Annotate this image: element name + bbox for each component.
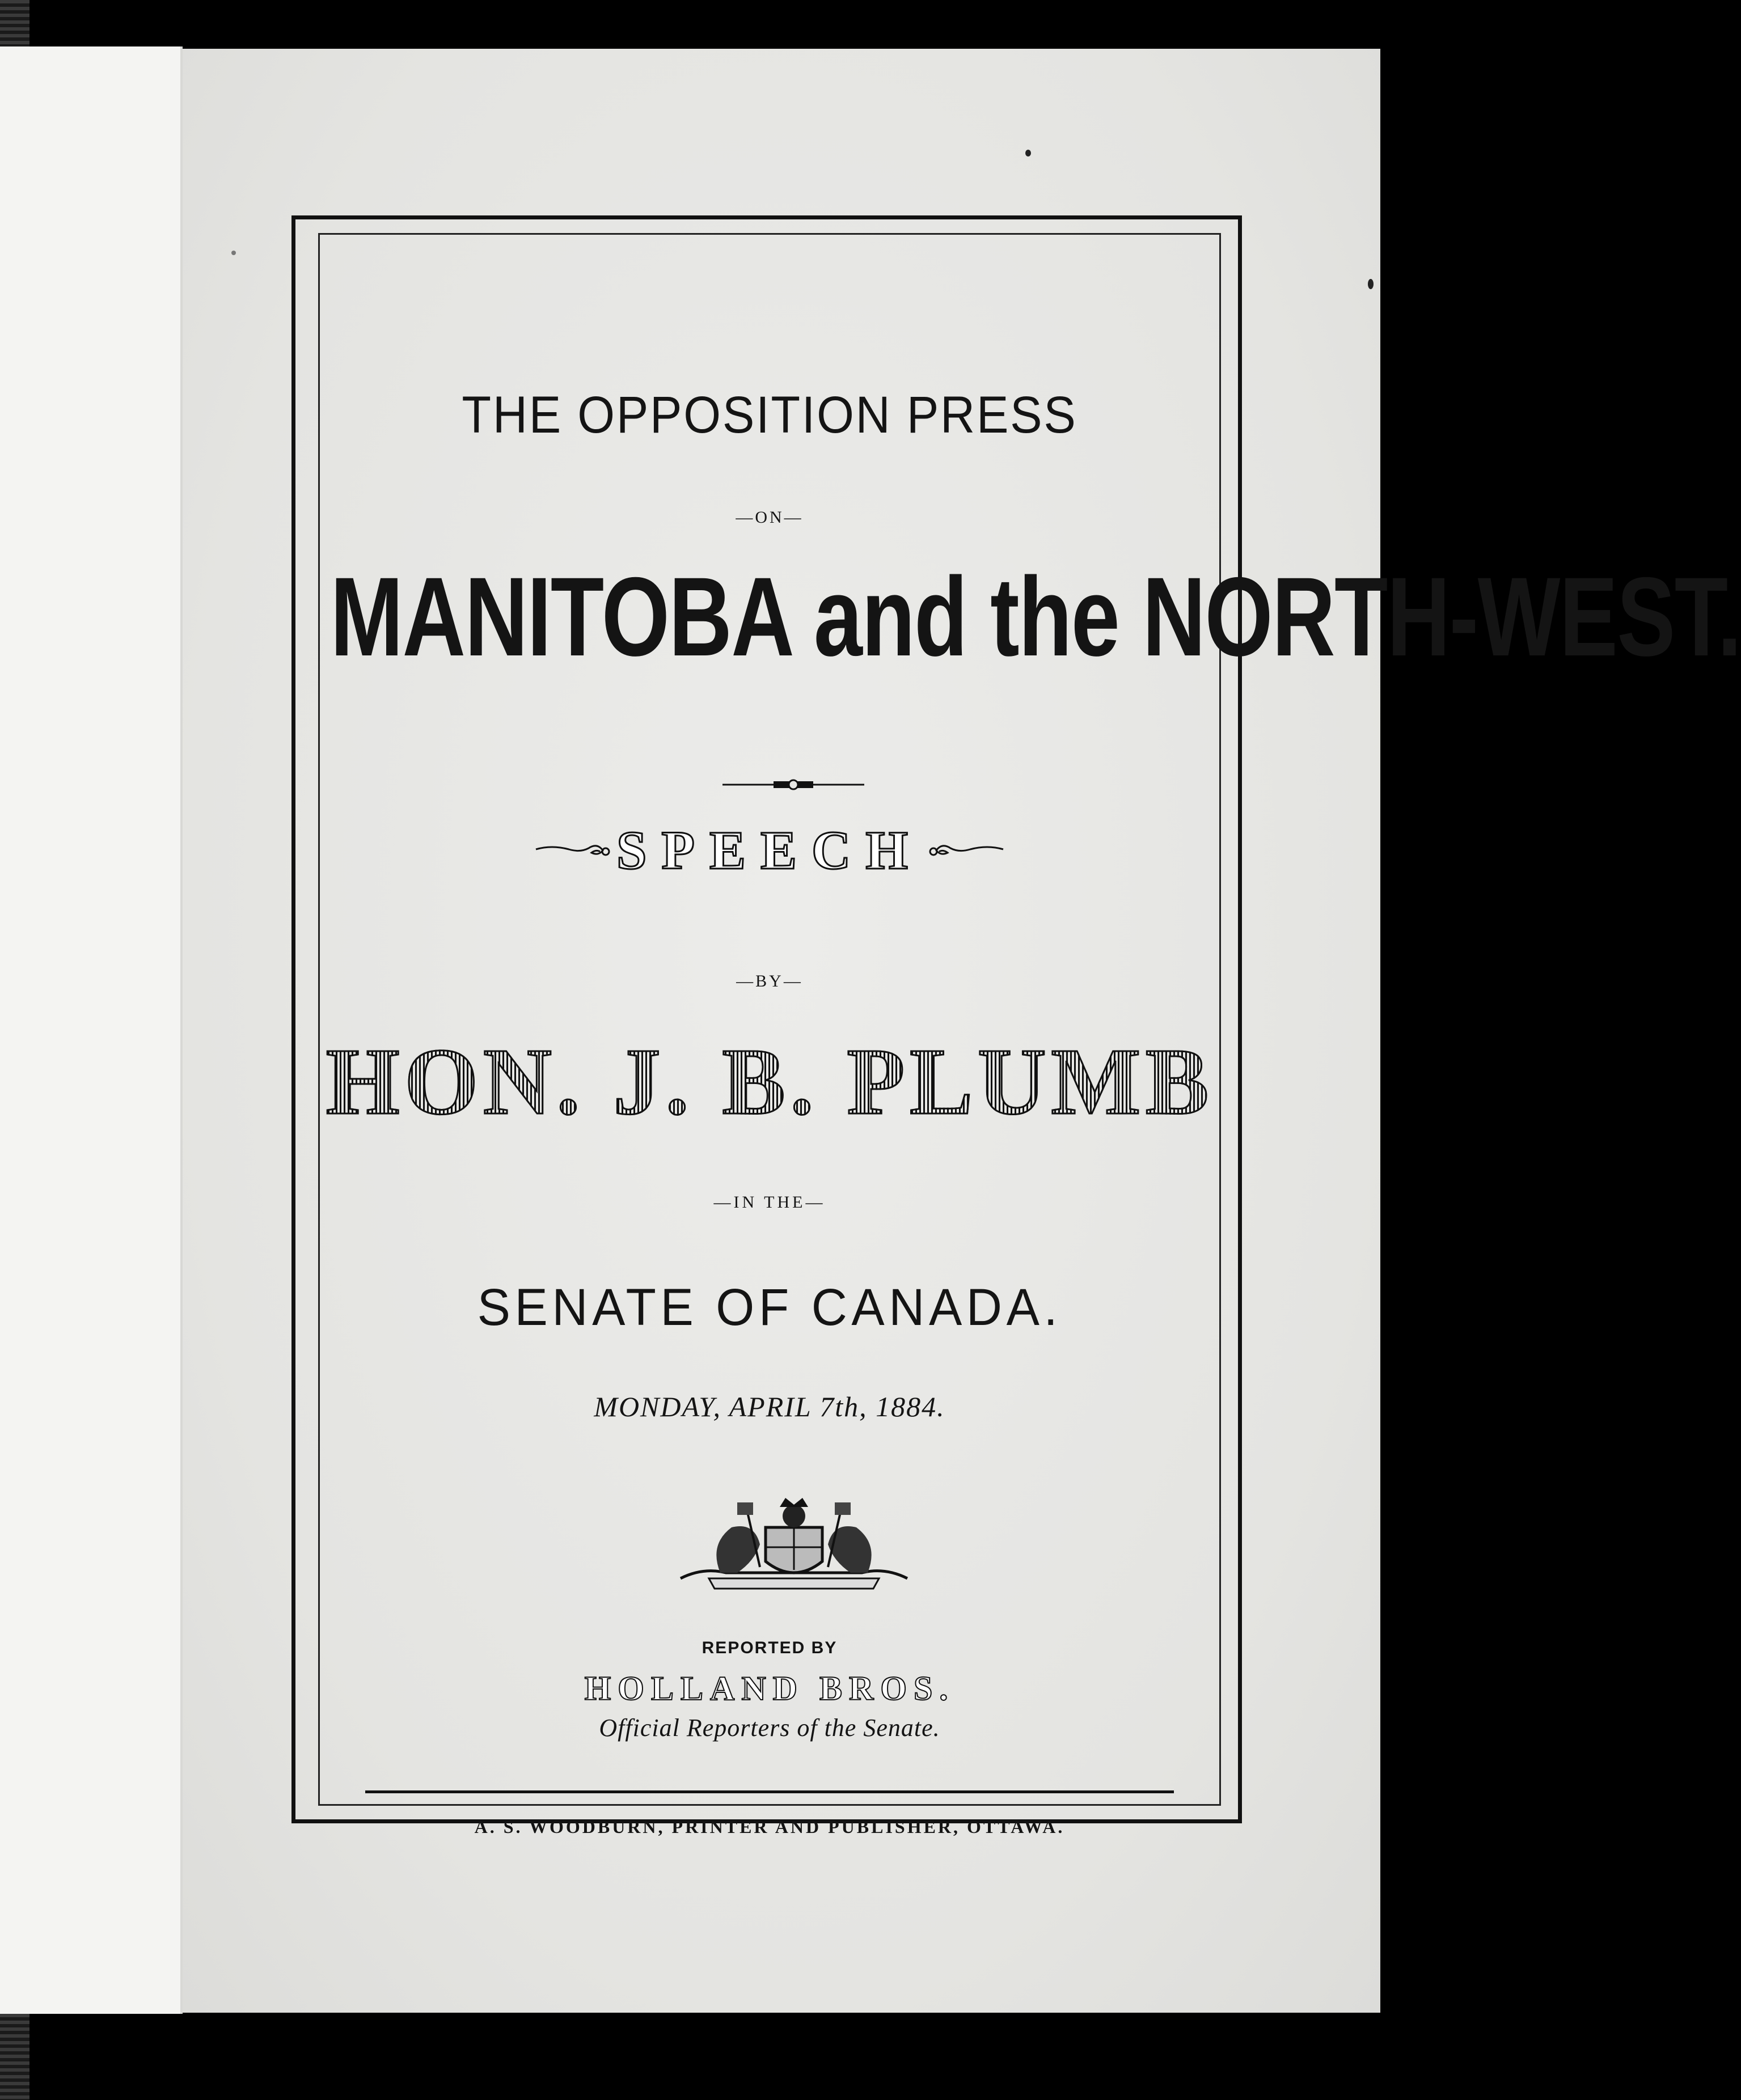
scan-speck: [1025, 150, 1031, 156]
title-page: [183, 49, 1741, 2013]
connector-by: —BY—: [736, 972, 803, 990]
ornamental-rule-icon: [722, 779, 864, 790]
right-flourish-icon: [925, 839, 1004, 862]
reported-by-label: REPORTED BY: [702, 1638, 838, 1657]
royal-coat-of-arms-icon: [669, 1493, 919, 1595]
left-flourish-icon: [535, 839, 614, 862]
venue: SENATE OF CANADA.: [477, 1278, 1062, 1336]
scan-speck: [231, 251, 236, 255]
scan-speck: [1368, 279, 1374, 289]
connector-on: —ON—: [736, 508, 804, 527]
author-name: HON. J. B. PLUMB: [320, 1027, 1219, 1137]
blank-facing-page: [0, 46, 183, 2014]
inner-border: [318, 233, 1741, 1837]
speech-date: MONDAY, APRIL 7th, 1884.: [594, 1391, 945, 1422]
reporter-role: Official Reporters of the Senate.: [599, 1714, 940, 1742]
speech-heading: [320, 819, 1219, 887]
main-title: MANITOBA and the NORTH-WEST.: [330, 554, 1741, 679]
speech-label: SPEECH: [616, 820, 923, 880]
connector-in-the: —IN THE—: [713, 1193, 826, 1212]
reporter-name: HOLLAND BROS.: [584, 1670, 955, 1707]
footer-rule: [365, 1790, 1174, 1793]
heading-opposition-press: THE OPPOSITION PRESS: [462, 386, 1077, 444]
printer-imprint: A. S. WOODBURN, PRINTER AND PUBLISHER, OTTAWA.: [474, 1817, 1065, 1837]
page-border: [291, 215, 1741, 1837]
